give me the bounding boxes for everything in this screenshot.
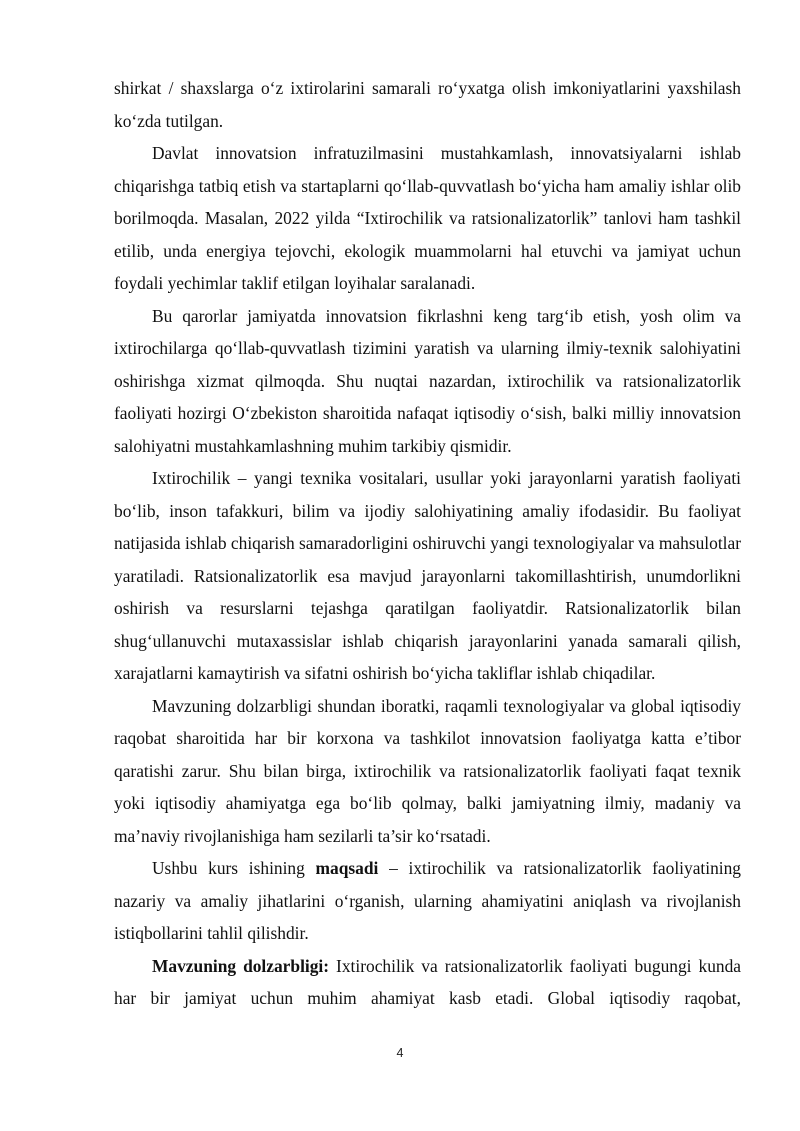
goal-bold-term: maqsadi <box>315 858 379 878</box>
relevance-body-text: Ixtirochilik va ratsionalizatorlik faoliyati bugungi kunda har bir jamiyat uchun muhim ahamiyat kasb etadi. Global iqtisodiy raqobat, <box>114 955 741 1008</box>
paragraph-goal <box>114 852 741 950</box>
paragraph-relevance: Mavzuning dolzarbligi shundan iboratki, raqamli texnologiyalar va global iqtisodiy raqobat sharoitida har bir korxona va tashkilot innovatsion faoliyatga katta e’tibor qaratishi zarur. Shu bilan birga, ixtirochilik va ratsionalizatorlik faoliyati faqat texnik yoki iqtisodiy ahamiyatga ega bo‘lib qolmay, balki jamiyatning ilmiy, madaniy va ma’naviy rivojlanishiga ham sezilarli ta’sir ko‘rsatadi. <box>114 695 741 846</box>
body-text <box>114 72 741 1015</box>
goal-body-text: – ixtirochilik va ratsionalizatorlik faoliyatining nazariy va amaliy jihatlarini o‘rganish, ularning ahamiyatini aniqlash va rivojlanish istiqbollarini tahlil qilishdir. <box>114 858 742 943</box>
goal-lead-text: Ushbu kurs ishining <box>152 858 316 878</box>
relevance-bold-term: Mavzuning dolzarbligi: <box>152 955 330 976</box>
paragraph-relevance-heading <box>114 950 741 1015</box>
page-number: 4 <box>396 1046 404 1060</box>
paragraph-decisions: Bu qarorlar jamiyatda innovatsion fikrlashni keng targ‘ib etish, yosh olim va ixtirochilarga qo‘llab-quvvatlash tizimini yaratish va ularning ilmiy-texnik salohiyatini oshirishga xizmat qilmoqda. Shu nuqtai nazardan, ixtirochilik va ratsionalizatorlik faoliyati hozirgi O‘zbekiston sharoitida nafaqat iqtisodiy o‘sish, balki milliy innovatsion salohiyatni mustahkamlashning muhim tarkibiy qismidir. <box>114 305 741 456</box>
paragraph-definition: Ixtirochilik – yangi texnika vositalari, usullar yoki jarayonlarni yaratish faoliyati bo‘lib, inson tafakkuri, bilim va ijodiy salohiyatining amaliy ifodasidir. Bu faoliyat natijasida ishlab chiqarish samaradorligini oshiruvchi yangi texnologiyalar va mahsulotlar yaratiladi. Ratsionalizatorlik esa mavjud jarayonlarni takomillashtirish, unumdorlikni oshirish va resurslarni tejashga qaratilgan faoliyatdir. Ratsionalizatorlik bilan shug‘ullanuvchi mutaxassislar ishlab chiqarish jarayonlarini yanada samarali qilish, xarajatlarni kamaytirish va sifatni oshirish bo‘yicha takliflar ishlab chiqadilar. <box>114 468 741 683</box>
paragraph-continuation: shirkat / shaxslarga o‘z ixtirolarini samarali ro‘yxatga olish imkoniyatlarini yaxshilash ko‘zda tutilgan. <box>114 78 741 131</box>
paragraph-infrastructure: Davlat innovatsion infratuzilmasini mustahkamlash, innovatsiyalarni ishlab chiqarishga tatbiq etish va startaplarni qo‘llab-quvvatlash bo‘yicha ham amaliy ishlar olib borilmoqda. Masalan, 2022 yilda “Ixtirochilik va ratsionalizatorlik” tanlovi ham tashkil etilib, unda energiya tejovchi, ekologik muammolarni hal etuvchi va jamiyat uchun foydali yechimlar taklif etilgan loyihalar saralanadi. <box>114 143 741 293</box>
